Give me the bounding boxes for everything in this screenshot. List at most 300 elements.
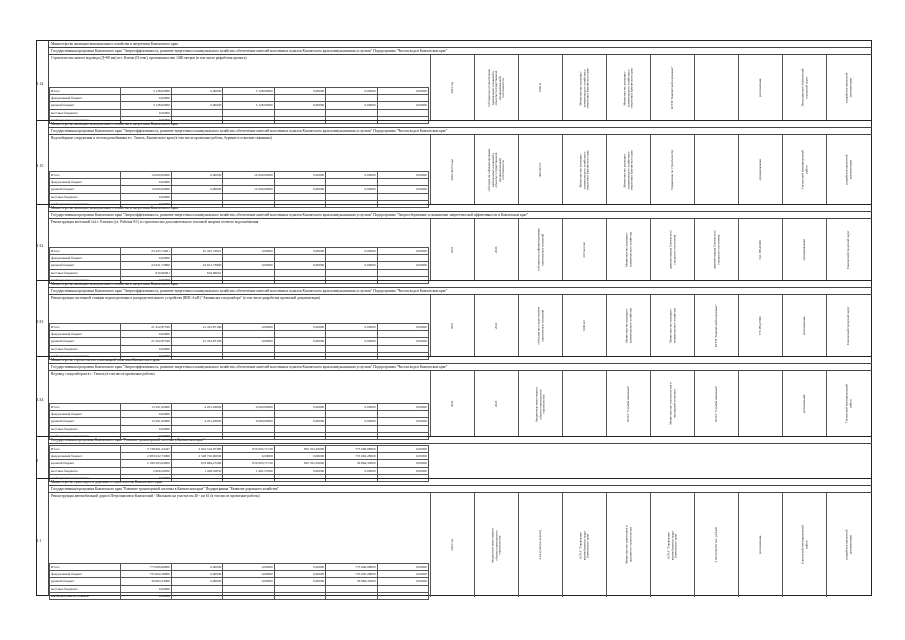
amount-cell: 819,96061 — [171, 269, 222, 276]
amount-cell: 0,00000 — [326, 102, 377, 109]
rotated-attribute-cell: администрация Елизовского городского поселения — [694, 219, 739, 281]
amount-cell: 3 128,00000 — [223, 102, 274, 109]
amount-cell — [171, 331, 222, 338]
amount-cell: 0,00000 — [326, 248, 377, 255]
source-label: местные бюджеты — [50, 467, 121, 474]
project-block — [36, 356, 872, 437]
amount-cell: 0,00000 — [274, 88, 325, 95]
amount-cell — [326, 425, 377, 432]
amount-cell: 650 352,29000 — [274, 446, 325, 453]
amount-cell: 0,00000 — [274, 102, 325, 109]
amount-cell — [274, 269, 325, 276]
ministry-line: Министерство транспорта и дорожного строительства Камчатского края — [49, 479, 872, 486]
source-label: федеральный бюджет — [50, 411, 121, 418]
source-label: федеральный бюджет — [50, 331, 121, 338]
rotated-attribute-cell: региональная — [782, 371, 827, 437]
rotated-attribute-cell: 2021 — [430, 295, 475, 357]
rotated-attribute-cell: 400 м3/сут — [518, 135, 563, 205]
amount-cell — [377, 592, 428, 599]
amount-cell: 0,00000 — [120, 255, 171, 262]
amount-cell: 0,00000 — [377, 418, 428, 425]
table-row — [50, 425, 429, 432]
rotated-attribute-cell: разработка проектной документации — [826, 493, 871, 597]
amount-cell: 0,00000 — [120, 193, 171, 200]
amount-cell: 0,00000 — [120, 585, 171, 592]
amount-cell: 2 180 203,64856 — [120, 460, 171, 467]
amount-cell: 0,00000 — [377, 262, 428, 269]
amount-cell — [223, 585, 274, 592]
amount-cell: 0,00000 — [274, 248, 325, 255]
amount-cell: 2 983 022,73000 — [120, 453, 171, 460]
amount-cell — [377, 255, 428, 262]
amount-cell — [274, 179, 325, 186]
object-description: Водозаборные сооружения и сети водоснабжения в с. Тигиль, Камчатского края (в том числе проектные работы, бурение и освоение скважины) — [51, 136, 272, 140]
amount-cell — [326, 95, 377, 102]
rotated-attribute-cell: 641 188,45000 — [738, 219, 783, 281]
amount-cell — [326, 411, 377, 418]
amount-cell: 0,00000 — [223, 262, 274, 269]
source-label: Итого — [50, 564, 121, 571]
amount-cell: 9 000,00000 — [223, 418, 274, 425]
amount-cell — [223, 411, 274, 418]
source-label: местные бюджеты — [50, 585, 121, 592]
rotated-attribute-cell: Тигильский муниципальный район — [826, 371, 871, 437]
rotated-attribute-cell: Министерство жилищно-коммунального хозяйства — [650, 295, 695, 357]
table-row — [50, 411, 429, 418]
rotated-attribute-cell: 2022 — [430, 371, 475, 437]
amount-cell: 0,00000 — [274, 172, 325, 179]
finance-table — [49, 247, 429, 284]
source-label: внебюджетные источники — [50, 474, 121, 481]
ministry-line: Министерство жилищно-коммунального хозяйства и энергетики Камчатского края — [49, 281, 872, 288]
amount-cell: 14 000,00000 — [120, 172, 171, 179]
source-label: краевой бюджет — [50, 186, 121, 193]
ministry-line: Министерство строительства и жилищной политики Камчатского края — [49, 357, 872, 364]
amount-cell: 13 201,00000 — [120, 404, 171, 411]
amount-cell: 0,00000 — [223, 564, 274, 571]
amount-cell: 819 005,71720 — [223, 460, 274, 467]
table-row — [50, 179, 429, 186]
amount-cell — [377, 425, 428, 432]
project-block — [36, 40, 872, 121]
table-row — [50, 418, 429, 425]
source-label: местные бюджеты — [50, 425, 121, 432]
amount-cell: 36 864,33000 — [326, 460, 377, 467]
table-row — [50, 186, 429, 193]
source-label: местные бюджеты — [50, 193, 121, 200]
amount-cell — [171, 345, 222, 352]
finance-table — [49, 445, 429, 482]
program-line: Государственная программа Камчатского края "Энергоэффективность, развитие энергетики и коммунального хозяйства, обеспечение жителей населенных пунктов Камчатского края коммунальными услугами" Подпрограмма "Чистая вода в Камчатском крае" — [49, 128, 872, 135]
amount-cell: 0,00000 — [326, 418, 377, 425]
amount-cell: 819 005,71720 — [223, 446, 274, 453]
amount-cell: 0,00000 — [274, 578, 325, 585]
amount-cell — [326, 269, 377, 276]
amount-cell — [377, 345, 428, 352]
amount-cell — [223, 179, 274, 186]
amount-cell: 21 452,87196 — [120, 338, 171, 345]
object-description: Реконструкция автомобильной дороги Петропавловск-Камчатский - Мильково на участке км 40 - км 61 (в том числе проектные работы) — [51, 494, 260, 498]
amount-cell: 0,00000 — [223, 324, 274, 331]
source-label: краевой бюджет — [50, 102, 121, 109]
rotated-attribute-cell: администрация Елизовского городского поселения — [650, 219, 695, 281]
amount-cell: 36 864,33000 — [326, 578, 377, 585]
amount-cell — [377, 193, 428, 200]
amount-cell: 0,00000 — [274, 404, 325, 411]
source-label: федеральный бюджет — [50, 571, 121, 578]
amount-cell: 0,00000 — [223, 578, 274, 585]
amount-cell: 0,00000 — [120, 331, 171, 338]
source-label: краевой бюджет — [50, 578, 121, 585]
amount-cell — [326, 331, 377, 338]
rotated-attribute-cell: муниципальная — [738, 135, 783, 205]
program-line: Государственная программа Камчатского края "Развитие транспортной системы в Камчатском крае" Подпрограмма "Развитие дорожного хозяйства" — [49, 486, 872, 493]
amount-cell — [377, 585, 428, 592]
object-description: Водовод с водозабором в с. Тигиль (в том числе проектные работы) — [51, 372, 155, 376]
amount-cell: 0,00000 — [120, 345, 171, 352]
amount-cell: 0,00000 — [171, 186, 222, 193]
amount-cell: 21 452,87196 — [171, 324, 222, 331]
row-number: 9.1 — [36, 538, 42, 543]
finance-table — [49, 403, 429, 440]
row-number: 8.34 — [36, 397, 44, 402]
table-row — [50, 460, 429, 467]
amount-cell: 21 452,87196 — [171, 338, 222, 345]
amount-cell: 0,00000 — [274, 324, 325, 331]
amount-cell — [326, 345, 377, 352]
amount-cell: 0,00000 — [223, 338, 274, 345]
object-description: Реконструкция котельной №2 г. Елизово (ул. Рабочая 9/1) и строительство дополнительного тепловой энергии сетевого водоснабжения — [51, 220, 259, 224]
object-description: Строительство нового водовода (Д=80 мм) пгт. Ключи (II этап), протяженностью 1460 метров (в том числе разработка проекта) — [51, 56, 247, 60]
rotated-attribute-cell: 2021 — [430, 219, 475, 281]
amount-cell: 0,00000 — [223, 571, 274, 578]
amount-cell — [377, 331, 428, 338]
rotated-attribute-cell: муниципальная — [782, 219, 827, 281]
amount-cell — [377, 95, 428, 102]
table-row — [50, 255, 429, 262]
amount-cell — [326, 255, 377, 262]
amount-cell: 0,00000 — [377, 404, 428, 411]
table-row — [50, 102, 429, 109]
amount-cell: 13 201,00000 — [120, 418, 171, 425]
source-label: краевой бюджет — [50, 460, 121, 467]
rotated-attribute-cell: Министерство жилищно-коммунального хозяйства и энергетики Камчатского края — [562, 135, 607, 205]
amount-cell: 4 201,00000 — [171, 404, 222, 411]
amount-cell — [223, 425, 274, 432]
rotated-attribute-cell: субсидия на осуществление капитальных вложений в объекты государственной (муниципальной) собственности — [474, 55, 519, 121]
amount-cell: 0,00000 — [120, 592, 171, 599]
amount-cell — [223, 269, 274, 276]
amount-cell — [377, 269, 428, 276]
source-label: внебюджетные источники — [50, 352, 121, 359]
rotated-attribute-cell: 2020 — [474, 219, 519, 281]
amount-cell — [274, 411, 325, 418]
amount-cell: 0,00000 — [326, 186, 377, 193]
amount-cell: 0,00000 — [377, 571, 428, 578]
amount-cell: 0,00000 — [120, 411, 171, 418]
rotated-attribute-cell: региональная — [738, 55, 783, 121]
rotated-attribute-cell: 3200 м3 — [562, 295, 607, 357]
rotated-attribute-cell: 2024 год — [430, 493, 475, 597]
source-label: краевой бюджет — [50, 418, 121, 425]
amount-cell — [171, 193, 222, 200]
table-row — [50, 248, 429, 255]
amount-cell: 4 201,00000 — [171, 418, 222, 425]
amount-cell: 14 000,00000 — [223, 186, 274, 193]
amount-cell: 0,00000 — [326, 338, 377, 345]
rotated-attribute-cell: 2022 — [474, 295, 519, 357]
amount-cell: 0,00000 — [223, 248, 274, 255]
amount-cell — [326, 109, 377, 116]
amount-cell: 773 606,68000 — [120, 564, 171, 571]
rotated-attribute-cell: Министерство жилищно-коммунального хозяйства — [606, 219, 651, 281]
program-line: Государственная программа Камчатского края "Энергоэффективность, развитие энергетики и коммунального хозяйства, обеспечение жителей населенных пунктов Камчатского края коммунальными услугами" Подпрограмма "Чистая вода в Камчатском крае" — [49, 48, 872, 55]
amount-cell — [377, 109, 428, 116]
amount-cell: 0,00000 — [377, 172, 428, 179]
amount-cell: 0,00000 — [120, 200, 171, 207]
amount-cell — [223, 345, 274, 352]
source-label: Итого — [50, 248, 121, 255]
amount-cell: 0,00000 — [377, 564, 428, 571]
rotated-attribute-cell: Тигильский муниципальный район — [782, 135, 827, 205]
source-label: внебюджетные источники — [50, 592, 121, 599]
amount-cell: 0,00000 — [377, 446, 428, 453]
table-row — [50, 95, 429, 102]
amount-cell: 0,00000 — [326, 172, 377, 179]
amount-cell — [377, 411, 428, 418]
source-label: федеральный бюджет — [50, 453, 121, 460]
amount-cell: 0,00000 — [377, 578, 428, 585]
rotated-attribute-cell: Министерство жилищно-коммунального хозяйства и энергетики Камчатского края — [606, 55, 651, 121]
amount-cell — [171, 109, 222, 116]
amount-cell: 14 000,00000 — [120, 186, 171, 193]
amount-cell: 24 631,73860 — [171, 262, 222, 269]
row-number: 8.33 — [36, 319, 44, 324]
rotated-attribute-cell: КГКУ "Управление автомобильных дорог Камчатского края" — [650, 493, 695, 597]
table-row — [50, 331, 429, 338]
amount-cell: 2 900,29050 — [120, 467, 171, 474]
amount-cell — [223, 95, 274, 102]
amount-cell — [326, 193, 377, 200]
source-label: федеральный бюджет — [50, 95, 121, 102]
amount-cell: 0,00000 — [274, 418, 325, 425]
amount-cell: 0,00000 — [171, 172, 222, 179]
amount-cell — [171, 425, 222, 432]
source-label: местные бюджеты — [50, 109, 121, 116]
amount-cell: 0,00000 — [171, 88, 222, 95]
amount-cell — [223, 255, 274, 262]
row-number: 8.32 — [36, 243, 44, 248]
finance-table — [49, 171, 429, 208]
ministry-line: Министерство жилищно-коммунального хозяйства и энергетики Камчатского края — [49, 205, 872, 212]
amount-cell: 25 425,74921 — [171, 248, 222, 255]
source-label: краевой бюджет — [50, 262, 121, 269]
amount-cell: 0,00000 — [171, 564, 222, 571]
amount-cell: 0,00000 — [120, 95, 171, 102]
amount-cell: 9 000,00000 — [223, 404, 274, 411]
finance-table — [49, 323, 429, 360]
rotated-attribute-cell: 776 186,47000 — [738, 295, 783, 357]
table-row — [50, 109, 429, 116]
rotated-attribute-cell — [562, 371, 607, 437]
table-row — [50, 446, 429, 453]
amount-cell — [326, 592, 377, 599]
source-label: Итого — [50, 88, 121, 95]
table-row — [50, 404, 429, 411]
finance-table — [49, 87, 429, 124]
ministry-line: Министерство жилищно-коммунального хозяйства и энергетики Камчатского края — [49, 121, 872, 128]
table-row — [50, 467, 429, 474]
amount-cell: 21 452,87196 — [120, 324, 171, 331]
amount-cell: 735 602,28000 — [326, 571, 377, 578]
amount-cell: 735 602,28000 — [326, 453, 377, 460]
source-label: местные бюджеты — [50, 269, 121, 276]
source-label: федеральный бюджет — [50, 255, 121, 262]
rotated-attribute-cell: бюджетные инвестиции в объекты капитального строительства — [518, 371, 563, 437]
amount-cell — [223, 331, 274, 338]
row-number: 8.14 — [36, 81, 44, 86]
project-block — [36, 478, 872, 597]
amount-cell: 0,00000 — [171, 102, 222, 109]
amount-cell — [171, 255, 222, 262]
amount-cell — [274, 95, 325, 102]
source-label: внебюджетные источники — [50, 276, 121, 283]
rotated-attribute-cell — [694, 135, 739, 205]
table-row — [50, 585, 429, 592]
amount-cell: 0,00000 — [377, 467, 428, 474]
row-number: 9 — [36, 458, 39, 463]
table-row — [50, 564, 429, 571]
amount-cell: 0,00000 — [171, 578, 222, 585]
amount-cell — [274, 592, 325, 599]
amount-cell: 0,00000 — [274, 467, 325, 474]
rotated-attribute-cell: Министерство жилищно-коммунального хозяйства — [606, 295, 651, 357]
amount-cell — [223, 592, 274, 599]
project-block — [36, 280, 872, 357]
rotated-attribute-cell: КГУП "Камчатский водоканал" — [650, 55, 695, 121]
object-description: Реконструкция системной станции водоподготовки и распределительного устройства (ВНС-6 кВ) "Авачинского водозабора" (в том числе разработка проектной документации) — [51, 296, 321, 300]
amount-cell: 36 864,33000 — [120, 578, 171, 585]
source-label: внебюджетные источники — [50, 200, 121, 207]
amount-cell: 0,00000 — [120, 276, 171, 283]
rotated-attribute-cell: бюджетные инвестиции в объекты капитального строительства — [474, 493, 519, 597]
amount-cell: 1 491,27000 — [223, 467, 274, 474]
rotated-attribute-cell: региональная — [738, 493, 783, 597]
source-label: внебюджетные источники — [50, 432, 121, 439]
amount-cell: 3 128,00000 — [120, 88, 171, 95]
amount-cell: 0,00000 — [377, 324, 428, 331]
program-line: Государственная программа Камчатского края "Развитие транспортной системы в Камчатском крае" — [49, 437, 872, 444]
amount-cell: 3 748 991,23447 — [120, 446, 171, 453]
rotated-attribute-cell: Елизовский городской округ — [826, 219, 871, 281]
rotated-attribute-cell: Управление по строительству — [650, 135, 695, 205]
amount-cell — [274, 345, 325, 352]
rotated-attribute-cell — [694, 55, 739, 121]
table-row — [50, 453, 429, 460]
rotated-attribute-cell: КГКУ "Управление автомобильных дорог Камчатского края" — [562, 493, 607, 597]
amount-cell: 0,00000 — [326, 467, 377, 474]
amount-cell: 3 128,00000 — [120, 102, 171, 109]
amount-cell: 0,00000 — [120, 179, 171, 186]
rotated-attribute-cell: 4 км (участок дороги) — [518, 493, 563, 597]
rotated-attribute-cell: КГКУ "Служба заказчика" — [694, 371, 739, 437]
table-row — [50, 269, 429, 276]
amount-cell: 0,00000 — [120, 474, 171, 481]
amount-cell: 0,00000 — [377, 453, 428, 460]
table-row — [50, 172, 429, 179]
amount-cell — [274, 255, 325, 262]
rotated-attribute-cell: 2022-2023 годы — [430, 135, 475, 205]
rotated-attribute-cell: Министерство жилищно-коммунального хозяйства и энергетики Камчатского края — [606, 135, 651, 205]
amount-cell: 0,00000 — [377, 248, 428, 255]
amount-cell: 0,00000 — [274, 186, 325, 193]
rotated-attribute-cell: 2023 год — [430, 55, 475, 121]
rotated-attribute-cell: КГУП "Камчатский водоканал" — [694, 295, 739, 357]
amount-cell — [223, 109, 274, 116]
amount-cell: 2 924 516,07385 — [171, 446, 222, 453]
row-number: 8.15 — [36, 163, 44, 168]
amount-cell: 0,00000 — [274, 571, 325, 578]
amount-cell: 0,00000 — [274, 262, 325, 269]
amount-cell: 0,00000 — [171, 571, 222, 578]
amount-cell: 674 684,27286 — [171, 460, 222, 467]
amount-cell: 0,00000 — [274, 564, 325, 571]
rotated-attribute-cell: Петропавловск-Камчатский городской округ — [782, 55, 827, 121]
program-line: Государственная программа Камчатского края "Энергоэффективность, развитие энергетики и коммунального хозяйства, обеспечение жителей населенных пунктов Камчатского края коммунальными услугами" Подпрограмма "Чистая вода в Камчатском крае" — [49, 364, 872, 371]
table-row — [50, 592, 429, 599]
amount-cell — [171, 585, 222, 592]
amount-cell — [326, 179, 377, 186]
rotated-attribute-cell: региональная — [782, 295, 827, 357]
table-row — [50, 578, 429, 585]
rotated-attribute-cell: 1460 м — [518, 55, 563, 121]
amount-cell: 14 000,00000 — [223, 172, 274, 179]
table-row — [50, 262, 429, 269]
amount-cell: 819,96061 — [120, 269, 171, 276]
amount-cell — [171, 411, 222, 418]
project-block — [36, 120, 872, 205]
amount-cell: 0,00000 — [377, 102, 428, 109]
amount-cell — [171, 95, 222, 102]
rotated-attribute-cell: субсидия на софинансирование капитальных вложений — [518, 219, 563, 281]
rotated-attribute-cell: КГКУ "Служба заказчика" — [606, 371, 651, 437]
amount-cell: 0,00000 — [120, 352, 171, 359]
amount-cell: 773 606,68000 — [326, 564, 377, 571]
rotated-attribute-cell: Министерство транспорта и дорожного строительства — [606, 493, 651, 597]
amount-cell: 0,00000 — [274, 453, 325, 460]
rotated-attribute-cell — [738, 371, 783, 437]
amount-cell: 25 425,74921 — [120, 248, 171, 255]
ministry-line: Министерство жилищно-коммунального хозяйства и энергетики Камчатского края — [49, 41, 872, 48]
rotated-attribute-cell: Министерство жилищно-коммунального хозяйства и энергетики Камчатского края — [562, 55, 607, 121]
table-row — [50, 338, 429, 345]
project-block — [36, 436, 872, 479]
rotated-attribute-cell: 20 Гкал/час — [562, 219, 607, 281]
source-label: Итого — [50, 172, 121, 179]
amount-cell — [274, 331, 325, 338]
document-page — [36, 40, 872, 596]
amount-cell — [171, 592, 222, 599]
amount-cell: 24 631,73860 — [120, 262, 171, 269]
source-label: Итого — [50, 404, 121, 411]
amount-cell: 0,00000 — [326, 324, 377, 331]
source-label: Итого — [50, 324, 121, 331]
source-label: Итого — [50, 446, 121, 453]
program-line: Государственная программа Камчатского края "Энергоэффективность, развитие энергетики и коммунального хозяйства, обеспечение жителей населенных пунктов Камчатского края коммунальными услугами" Подпрограмма "Чистая вода в Камчатском крае" — [49, 288, 872, 295]
source-label: федеральный бюджет — [50, 179, 121, 186]
amount-cell — [326, 585, 377, 592]
program-line: Государственная программа Камчатского края "Энергоэффективность, развитие энергетики и коммунального хозяйства, обеспечение жителей населенных пунктов Камчатского края коммунальными услугами" Подпрограмма "Энергосбережение и повышение энергетической эффективности в Камчатском крае" — [49, 212, 872, 219]
